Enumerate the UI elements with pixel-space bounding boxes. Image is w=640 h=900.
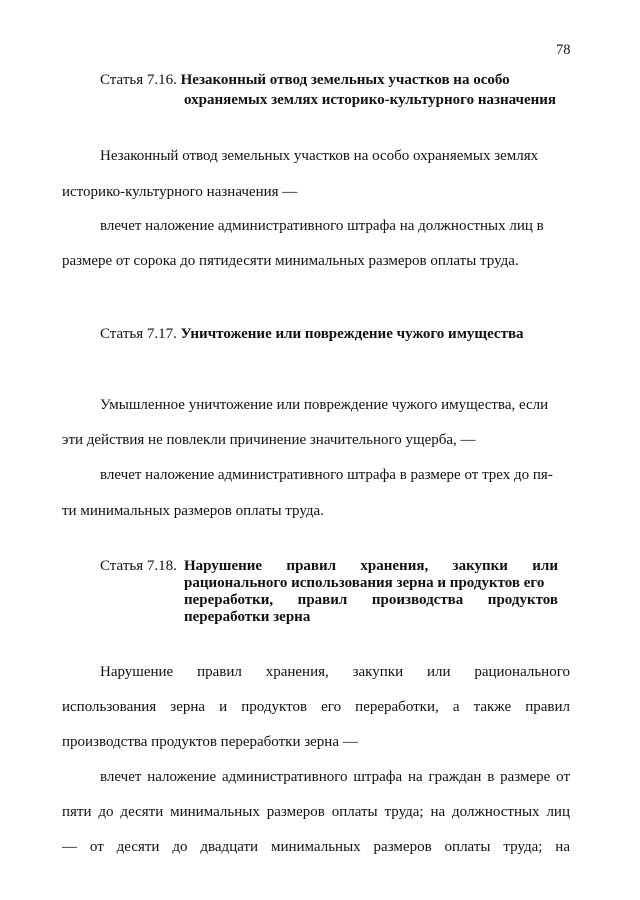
paragraph-line: историко-культурного назначения — xyxy=(62,184,298,200)
article-title-continued: охраняемых землях историко-культурного назначения xyxy=(184,92,557,108)
article-label-7-18: Статья 7.18. xyxy=(100,558,177,574)
paragraph-line: использования зерна и продуктов его переработки, а также правил xyxy=(62,699,570,715)
article-title: Нарушение правил хранения, закупки или xyxy=(184,558,558,574)
page-number: 78 xyxy=(556,42,571,58)
paragraph-line: влечет наложение административного штрафа на граждан в размере от xyxy=(100,769,570,785)
paragraph-line: Нарушение правил хранения, закупки или рационального xyxy=(100,664,570,680)
paragraph-line: Умышленное уничтожение или повреждение чужого имущества, если xyxy=(100,397,549,413)
paragraph-line: ти минимальных размеров оплаты труда. xyxy=(62,503,324,519)
article-title-continued: рационального использования зерна и продуктов его xyxy=(184,575,545,591)
paragraph-line: размере от сорока до пятидесяти минимальных размеров оплаты труда. xyxy=(62,253,519,269)
article-title-continued: переработки зерна xyxy=(184,609,311,625)
article-title: Незаконный отвод земельных участков на особо xyxy=(180,72,510,88)
article-label: Статья 7.17. xyxy=(100,326,177,342)
article-7-16-heading xyxy=(100,72,510,89)
paragraph-line: Незаконный отвод земельных участков на особо охраняемых землях xyxy=(100,148,539,164)
article-title: Уничтожение или повреждение чужого имущества xyxy=(180,326,524,342)
paragraph-line: влечет наложение административного штрафа в размере от трех до пя- xyxy=(100,467,553,483)
article-title-continued: переработки, правил производства продуктов xyxy=(184,592,558,608)
paragraph-line: — от десяти до двадцати минимальных размеров оплаты труда; на xyxy=(62,839,570,855)
article-label: Статья 7.16. xyxy=(100,72,177,88)
paragraph-line: пяти до десяти минимальных размеров оплаты труда; на должностных лиц xyxy=(62,804,570,820)
article-7-17-heading xyxy=(100,326,524,343)
paragraph-line: производства продуктов переработки зерна — xyxy=(62,734,358,750)
paragraph-line: эти действия не повлекли причинение значительного ущерба, — xyxy=(62,432,476,448)
paragraph-line: влечет наложение административного штрафа на должностных лиц в xyxy=(100,218,544,234)
